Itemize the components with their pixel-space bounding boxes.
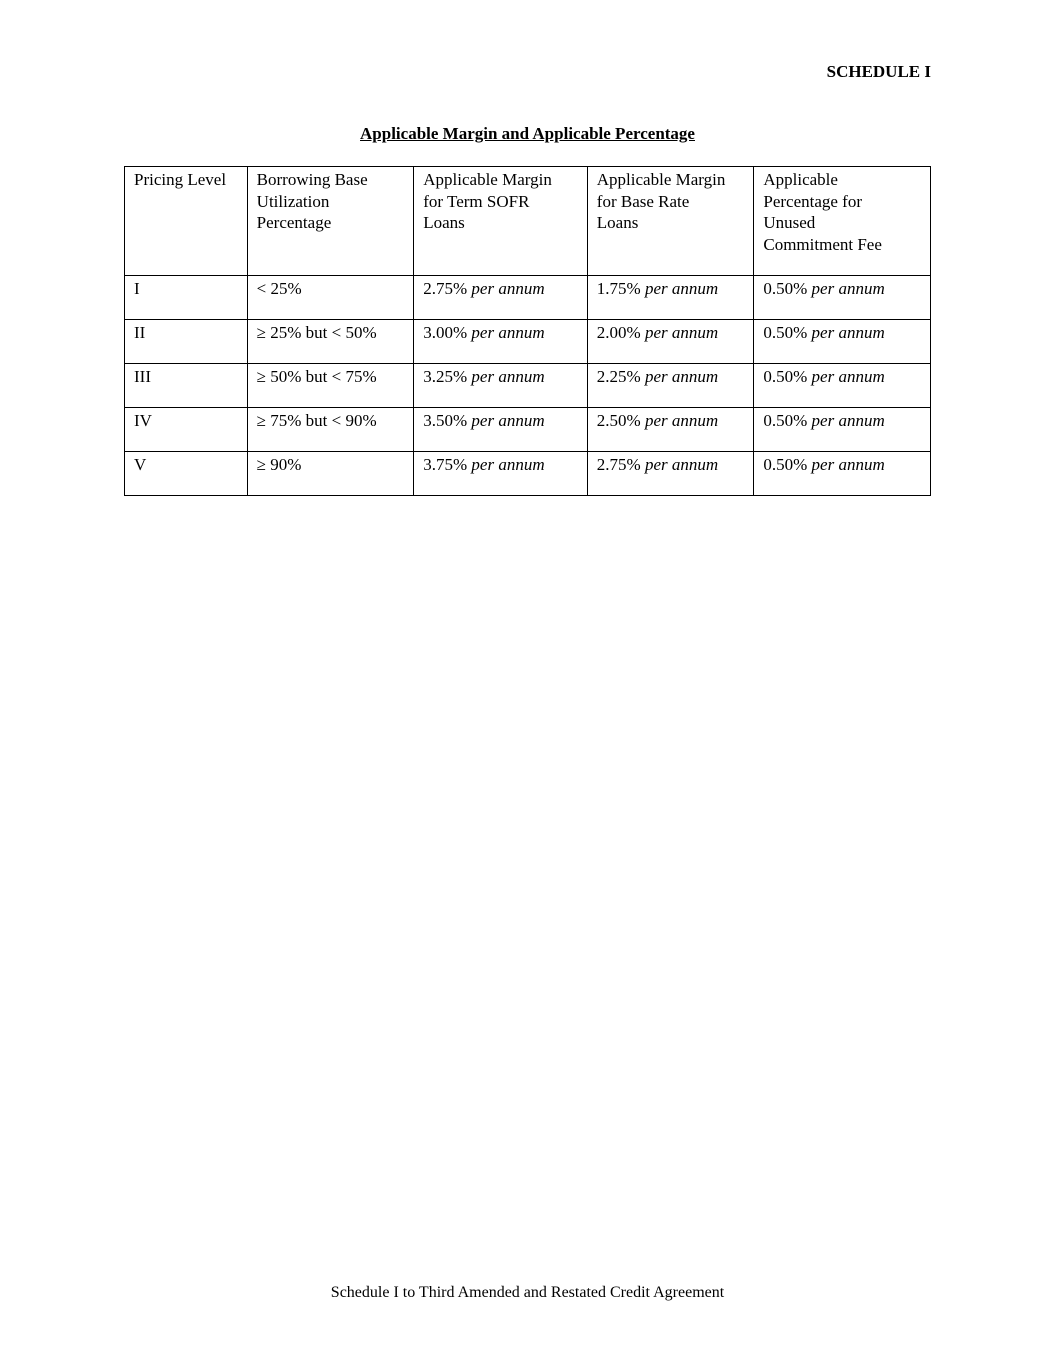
cell-utilization: ≥ 25% but < 50% xyxy=(247,320,414,364)
header-pricing-level-text: Pricing Level xyxy=(134,170,227,189)
unit-label: per annum xyxy=(644,323,719,342)
unit-label: per annum xyxy=(471,323,545,342)
cell-level: I xyxy=(125,276,248,320)
header-commitment-fee-text: Applicable Percentage for Unused Commitment Fee xyxy=(763,170,882,254)
commitment-fee-value: 0.50% xyxy=(763,323,808,342)
sofr-margin-value: 3.50% xyxy=(423,411,468,430)
cell-utilization: ≥ 50% but < 75% xyxy=(247,364,414,408)
cell-level: II xyxy=(125,320,248,364)
base-rate-margin-value: 1.75% xyxy=(596,279,641,298)
cell-base-rate-margin xyxy=(587,320,754,364)
unit-label: per annum xyxy=(644,367,719,386)
page-footer: Schedule I to Third Amended and Restated Credit Agreement xyxy=(330,1284,725,1301)
cell-commitment-fee xyxy=(754,452,931,496)
cell-utilization: < 25% xyxy=(247,276,414,320)
table-row xyxy=(125,452,931,496)
pricing-table xyxy=(124,166,931,496)
sofr-margin-value: 2.75% xyxy=(423,279,468,298)
schedule-heading: SCHEDULE I xyxy=(826,62,931,81)
cell-base-rate-margin xyxy=(587,408,754,452)
commitment-fee-value: 0.50% xyxy=(763,367,808,386)
document-title: Applicable Margin and Applicable Percentage xyxy=(360,124,695,143)
unit-label: per annum xyxy=(471,455,545,474)
cell-sofr-margin xyxy=(414,364,588,408)
base-rate-margin-value: 2.00% xyxy=(596,323,641,342)
cell-commitment-fee xyxy=(754,364,931,408)
base-rate-margin-value: 2.25% xyxy=(596,367,641,386)
sofr-margin-value: 3.25% xyxy=(423,367,468,386)
unit-label: per annum xyxy=(644,411,719,430)
header-pricing-level xyxy=(125,167,248,276)
header-commitment-fee xyxy=(754,167,931,276)
commitment-fee-value: 0.50% xyxy=(763,411,808,430)
cell-utilization: ≥ 75% but < 90% xyxy=(247,408,414,452)
cell-base-rate-margin xyxy=(587,452,754,496)
cell-sofr-margin xyxy=(414,276,588,320)
cell-commitment-fee xyxy=(754,320,931,364)
unit-label: per annum xyxy=(644,279,719,298)
cell-base-rate-margin xyxy=(587,276,754,320)
unit-label: per annum xyxy=(471,367,545,386)
cell-utilization: ≥ 90% xyxy=(247,452,414,496)
cell-commitment-fee xyxy=(754,408,931,452)
unit-label: per annum xyxy=(811,367,885,386)
cell-commitment-fee xyxy=(754,276,931,320)
unit-label: per annum xyxy=(811,279,885,298)
cell-sofr-margin xyxy=(414,408,588,452)
unit-label: per annum xyxy=(811,323,885,342)
table-row xyxy=(125,276,931,320)
unit-label: per annum xyxy=(471,279,545,298)
table-row xyxy=(125,408,931,452)
cell-base-rate-margin xyxy=(587,364,754,408)
commitment-fee-value: 0.50% xyxy=(763,455,808,474)
cell-sofr-margin xyxy=(414,452,588,496)
header-base-rate-margin-text: Applicable Margin for Base Rate Loans xyxy=(596,170,726,232)
cell-sofr-margin xyxy=(414,320,588,364)
header-sofr-margin-text: Applicable Margin for Term SOFR Loans xyxy=(423,170,552,232)
table-header-row xyxy=(125,167,931,276)
header-sofr-margin xyxy=(414,167,588,276)
header-utilization-text: Borrowing Base Utilization Percentage xyxy=(256,170,368,232)
table-row xyxy=(125,320,931,364)
base-rate-margin-value: 2.50% xyxy=(596,411,641,430)
unit-label: per annum xyxy=(811,411,885,430)
base-rate-margin-value: 2.75% xyxy=(596,455,641,474)
cell-level: V xyxy=(125,452,248,496)
unit-label: per annum xyxy=(811,455,885,474)
sofr-margin-value: 3.75% xyxy=(423,455,468,474)
table-row xyxy=(125,364,931,408)
cell-level: III xyxy=(125,364,248,408)
sofr-margin-value: 3.00% xyxy=(423,323,468,342)
commitment-fee-value: 0.50% xyxy=(763,279,808,298)
unit-label: per annum xyxy=(471,411,545,430)
unit-label: per annum xyxy=(644,455,719,474)
header-utilization xyxy=(247,167,414,276)
cell-level: IV xyxy=(125,408,248,452)
header-base-rate-margin xyxy=(587,167,754,276)
